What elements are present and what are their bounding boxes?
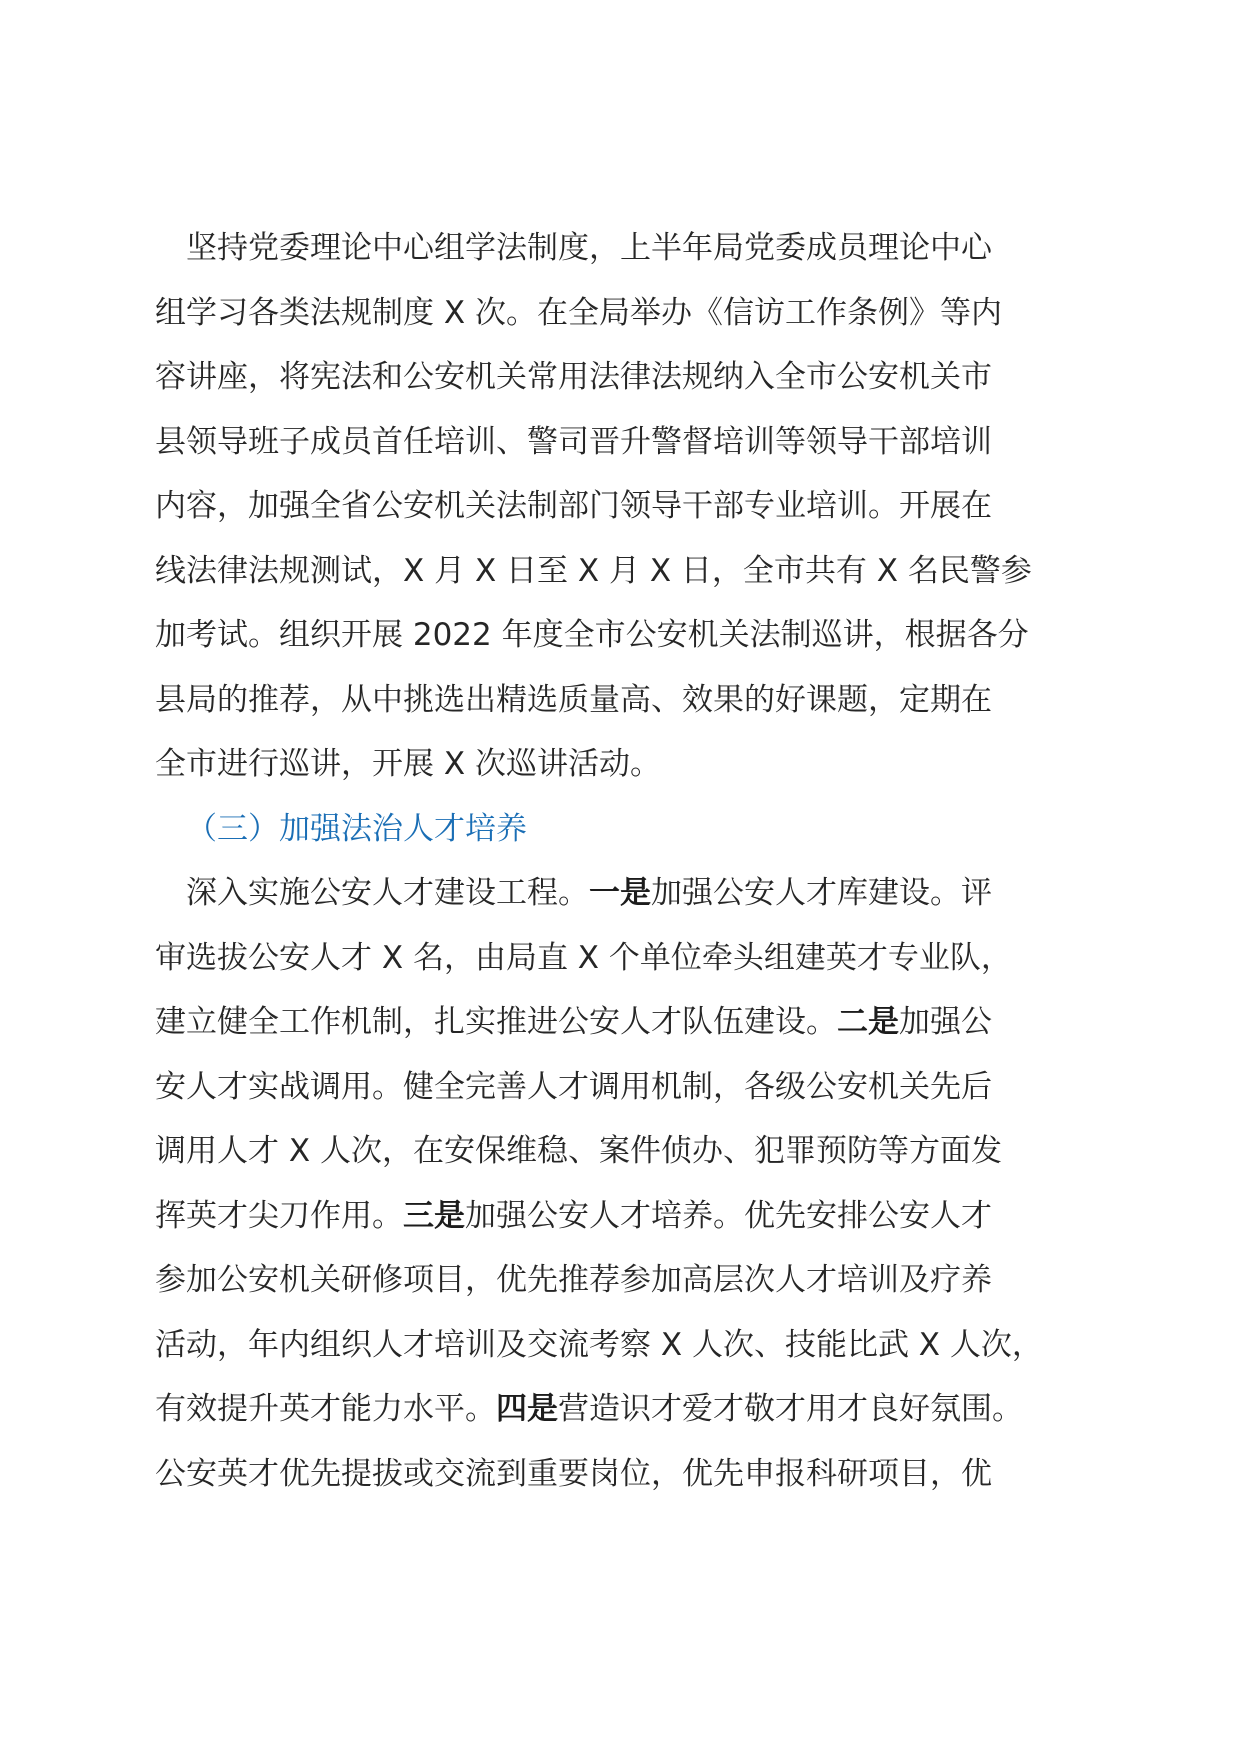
paragraph-line: 参加公安机关研修项目，优先推荐参加高层次人才培训及疗养	[155, 1262, 992, 1298]
bold-marker-fourth: 四是	[496, 1391, 558, 1427]
text-run: 加强公安人才库建设。评	[651, 875, 992, 911]
paragraph-line	[155, 1377, 1095, 1442]
paragraph-line: 公安英才优先提拔或交流到重要岗位，优先申报科研项目，优	[155, 1455, 992, 1492]
section-heading: （三）加强法治人才培养	[186, 810, 527, 847]
document-page	[155, 216, 1095, 1506]
paragraph-line: 县领导班子成员首任培训、警司晋升警督培训等领导干部培训	[155, 423, 992, 460]
paragraph-line	[155, 1184, 1095, 1249]
text-run: 建立健全工作机制，扎实推进公安人才队伍建设。	[155, 1004, 837, 1040]
paragraph-line: 全市进行巡讲，开展 X 次巡讲活动。	[155, 746, 661, 782]
paragraph-line: 内容，加强全省公安机关法制部门领导干部专业培训。开展在	[155, 488, 992, 524]
text-run: 营造识才爱才敬才用才良好氛围。	[558, 1391, 1023, 1427]
paragraph-line: 坚持党委理论中心组学法制度，上半年局党委成员理论中心	[186, 230, 992, 266]
paragraph-line	[155, 990, 1095, 1055]
bold-marker-third: 三是	[403, 1197, 465, 1234]
bold-marker-second: 二是	[837, 1004, 899, 1040]
bold-marker-first: 一是	[589, 875, 651, 911]
paragraph-line: 加考试。组织开展 2022 年度全市公安机关法制巡讲，根据各分	[155, 617, 1029, 653]
text-run: 深入实施公安人才建设工程。	[186, 875, 589, 911]
paragraph-line	[155, 861, 1095, 926]
text-run: 挥英才尖刀作用。	[155, 1197, 403, 1234]
paragraph-line: 容讲座，将宪法和公安机关常用法律法规纳入全市公安机关市	[155, 359, 992, 395]
paragraph-line: 调用人才 X 人次，在安保维稳、案件侦办、犯罪预防等方面发	[155, 1133, 1002, 1169]
paragraph-line: 审选拔公安人才 X 名，由局直 X 个单位牵头组建英才专业队，	[155, 939, 1012, 976]
paragraph-line: 安人才实战调用。健全完善人才调用机制，各级公安机关先后	[155, 1068, 992, 1105]
paragraph-line: 线法律法规测试，X 月 X 日至 X 月 X 日，全市共有 X 名民警参	[155, 552, 1032, 589]
paragraph-line: 组学习各类法规制度 X 次。在全局举办《信访工作条例》等内	[155, 294, 1002, 331]
paragraph-legal-study	[155, 216, 1095, 797]
text-run: 加强公安人才培养。优先安排公安人才	[465, 1197, 992, 1234]
text-run: 加强公	[899, 1004, 992, 1040]
paragraph-line: 活动，年内组织人才培训及交流考察 X 人次、技能比武 X 人次，	[155, 1326, 1043, 1363]
text-run: 有效提升英才能力水平。	[155, 1391, 496, 1427]
paragraph-talent-cultivation	[155, 861, 1095, 1506]
paragraph-line: 县局的推荐，从中挑选出精选质量高、效果的好课题，定期在	[155, 681, 992, 718]
